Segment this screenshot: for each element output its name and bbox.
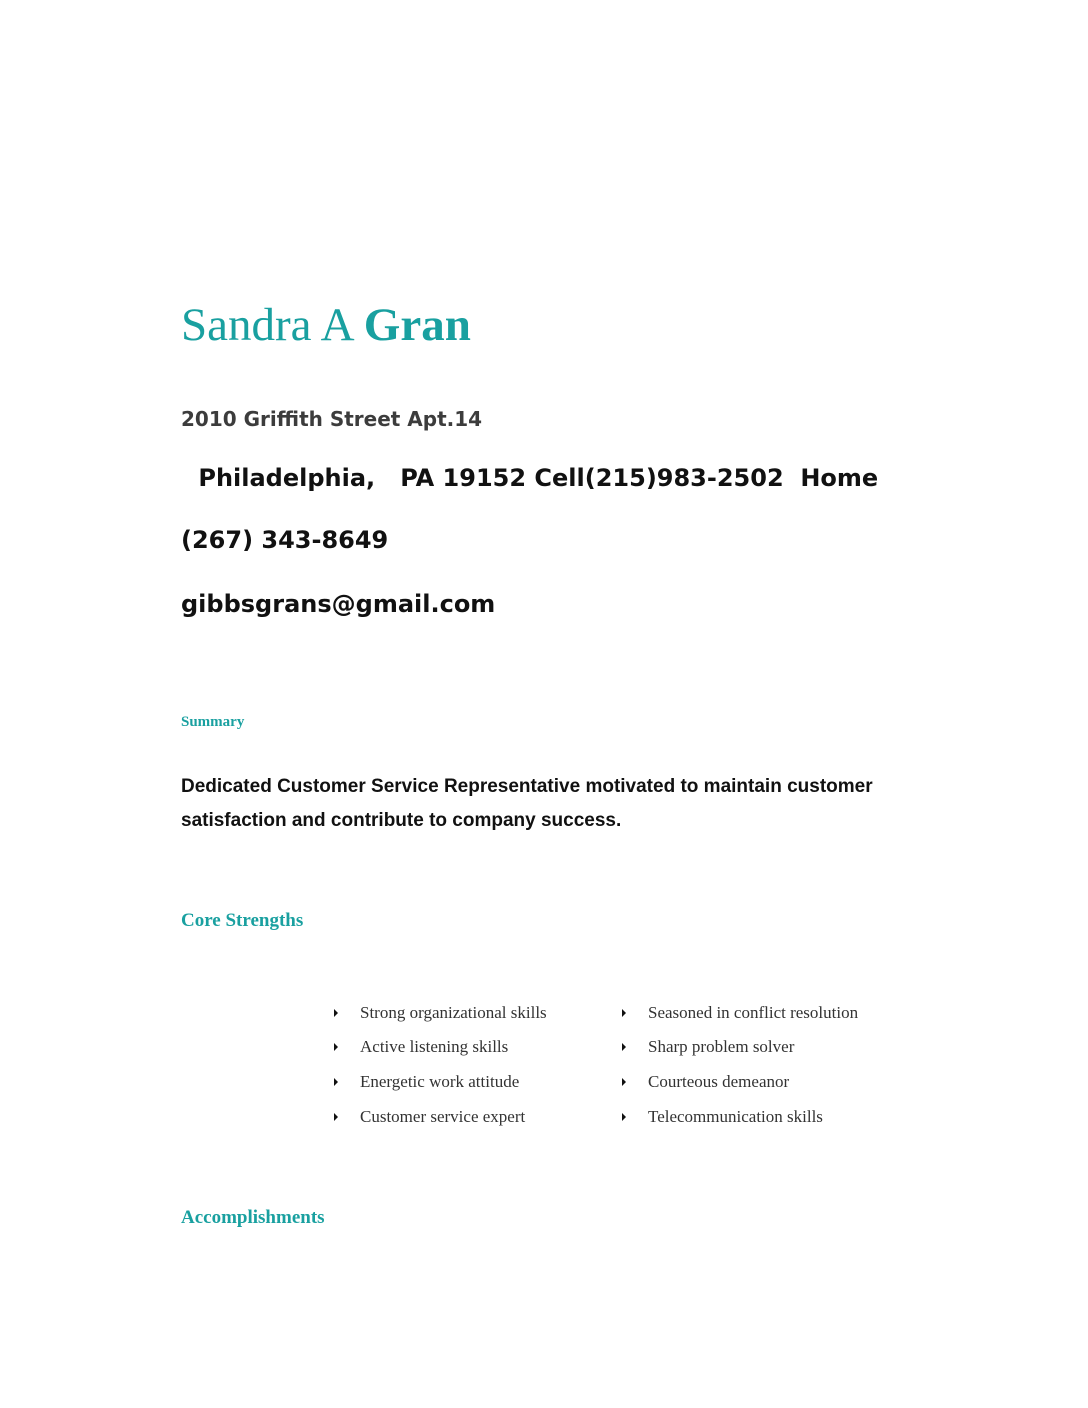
core-strengths-heading: Core Strengths (181, 910, 304, 931)
candidate-name (181, 298, 471, 352)
bullet-icon (622, 1043, 626, 1051)
strength-item: Courteous demeanor (648, 1072, 790, 1091)
strength-item: Sharp problem solver (648, 1037, 795, 1056)
bullet-icon (334, 1078, 338, 1086)
bullet-icon (622, 1009, 626, 1017)
strength-item: Seasoned in conflict resolution (648, 1003, 859, 1022)
strength-item: Active listening skills (360, 1037, 509, 1056)
bullet-icon (334, 1009, 338, 1017)
first-name: Sandra A (181, 299, 353, 351)
city-and-cell-line: Philadelphia, PA 19152 Cell(215)983-2502 Home (190, 464, 879, 492)
street-address: 2010 Griffith Street Apt.14 (181, 407, 483, 431)
strength-item: Telecommunication skills (648, 1107, 823, 1126)
home-phone: (267) 343-8649 (181, 526, 389, 554)
strength-item: Customer service expert (360, 1107, 526, 1126)
bullet-icon (334, 1043, 338, 1051)
summary-heading: Summary (181, 714, 245, 730)
strength-item: Energetic work attitude (360, 1072, 520, 1091)
bullet-icon (622, 1113, 626, 1121)
bullet-icon (334, 1113, 338, 1121)
strength-item: Strong organizational skills (360, 1003, 547, 1022)
email-address: gibbsgrans@gmail.com (181, 590, 496, 618)
bullet-icon (622, 1078, 626, 1086)
last-name: Gran (363, 299, 471, 351)
summary-text: Dedicated Customer Service Representative motivated to maintain customer satisfaction and contribute to company success. (181, 776, 873, 831)
accomplishments-heading: Accomplishments (181, 1207, 325, 1228)
